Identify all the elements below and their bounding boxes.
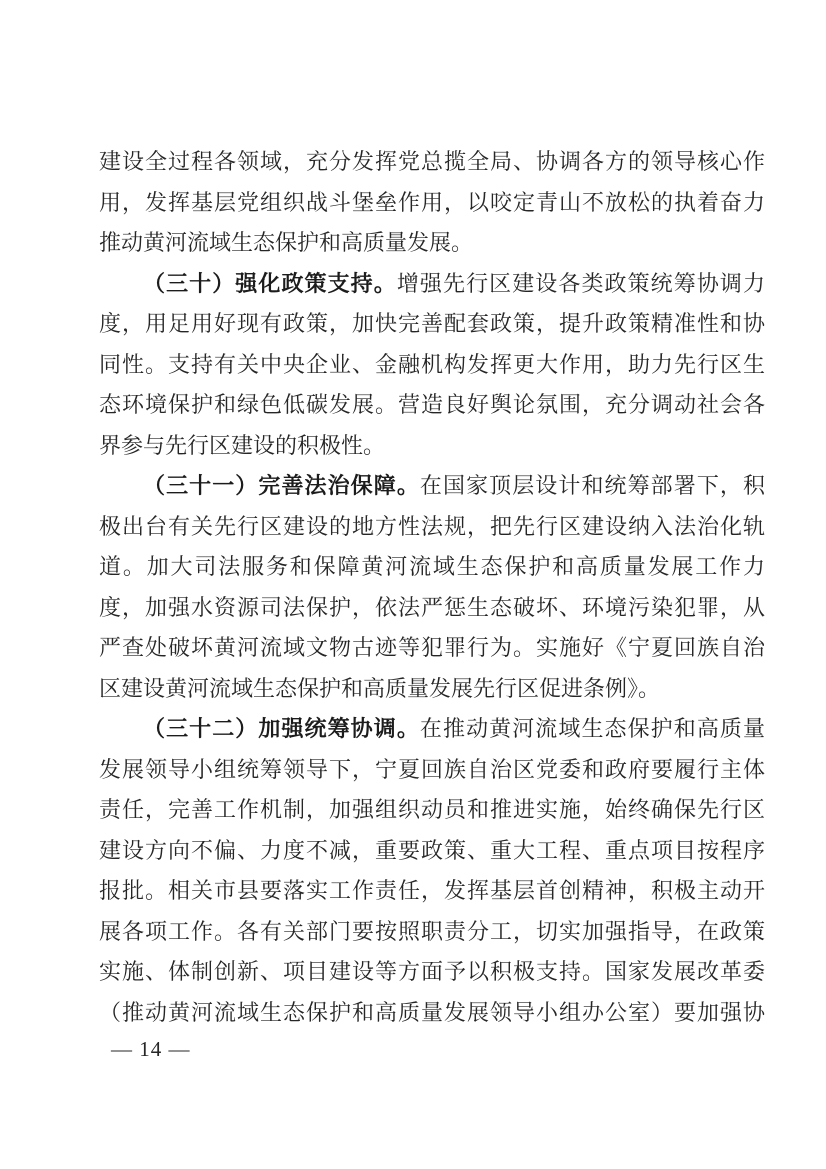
text-line <box>99 142 765 183</box>
text-line <box>99 952 765 993</box>
text-line <box>99 750 765 791</box>
body-text: 报批。相关市县要落实工作责任，发挥基层首创精神，积极主动开 <box>99 878 765 903</box>
body-text: 界参与先行区建设的积极性。 <box>99 432 386 458</box>
text-lines <box>99 142 765 1033</box>
body-text: （推动黄河流域生态保护和高质量发展领导小组办公室）要加强协 <box>99 999 765 1025</box>
text-line <box>99 183 765 224</box>
text-line <box>99 304 765 345</box>
body-text: 展各项工作。各有关部门要按照职责分工，切实加强指导，在政策 <box>99 918 765 944</box>
body-text: 推动黄河流域生态保护和高质量发展。 <box>99 230 474 255</box>
body-text: 同性。支持有关中央企业、金融机构发挥更大作用，助力先行区生 <box>99 351 765 377</box>
page-number: — 14 — <box>111 1037 191 1061</box>
text-line <box>99 223 765 264</box>
body-text: 用，发挥基层党组织战斗堡垒作用，以咬定青山不放松的执着奋力 <box>99 189 765 215</box>
text-line <box>99 993 765 1034</box>
text-line <box>99 588 765 629</box>
body-text: 实施、体制创新、项目建设等方面予以积极支持。国家发展改革委 <box>99 959 765 984</box>
body-text: 度，加强水资源司法保护，依法严惩生态破坏、环境污染犯罪，从 <box>99 594 765 620</box>
body-text: 区建设黄河流域生态保护和高质量发展先行区促进条例》。 <box>99 675 661 701</box>
text-line <box>99 790 765 831</box>
body-text: 态环境保护和绿色低碳发展。营造良好舆论氛围，充分调动社会各 <box>99 392 765 417</box>
text-line <box>99 466 765 507</box>
text-line <box>99 669 765 710</box>
body-text: 严查处破坏黄河流域文物古迹等犯罪行为。实施好《宁夏回族自治 <box>99 635 765 660</box>
text-line <box>99 426 765 467</box>
body-text: 建设方向不偏、力度不减，重要政策、重大工程、重点项目按程序 <box>99 837 765 863</box>
text-line <box>99 709 765 750</box>
section-heading-text: （三十）强化政策支持。 <box>143 270 397 296</box>
text-line <box>99 912 765 953</box>
body-text: 道。加大司法服务和保障黄河流域生态保护和高质量发展工作力 <box>99 554 765 579</box>
text-line <box>99 628 765 669</box>
text-line <box>99 831 765 872</box>
section-heading-text: （三十一）完善法治保障。 <box>143 473 420 498</box>
text-line <box>99 547 765 588</box>
body-text: 极出台有关先行区建设的地方性法规，把先行区建设纳入法治化轨 <box>99 513 765 539</box>
section-heading-text: （三十二）加强统筹协调。 <box>143 716 420 741</box>
body-text: 在国家顶层设计和统筹部署下，积 <box>419 473 765 498</box>
body-text: 度，用足用好现有政策，加快完善配套政策，提升政策精准性和协 <box>99 311 765 336</box>
text-line <box>99 264 765 305</box>
body-text: 建设全过程各领域，充分发挥党总揽全局、协调各方的领导核心作 <box>99 149 765 174</box>
text-line <box>99 507 765 548</box>
text-line <box>99 871 765 912</box>
body-text: 责任，完善工作机制，加强组织动员和推进实施，始终确保先行区 <box>99 797 765 822</box>
text-line <box>99 385 765 426</box>
body-text: 在推动黄河流域生态保护和高质量 <box>419 716 765 741</box>
text-line <box>99 345 765 386</box>
body-text: 发展领导小组统筹领导下，宁夏回族自治区党委和政府要履行主体 <box>99 756 765 782</box>
body-text: 增强先行区建设各类政策统筹协调力 <box>396 270 765 296</box>
